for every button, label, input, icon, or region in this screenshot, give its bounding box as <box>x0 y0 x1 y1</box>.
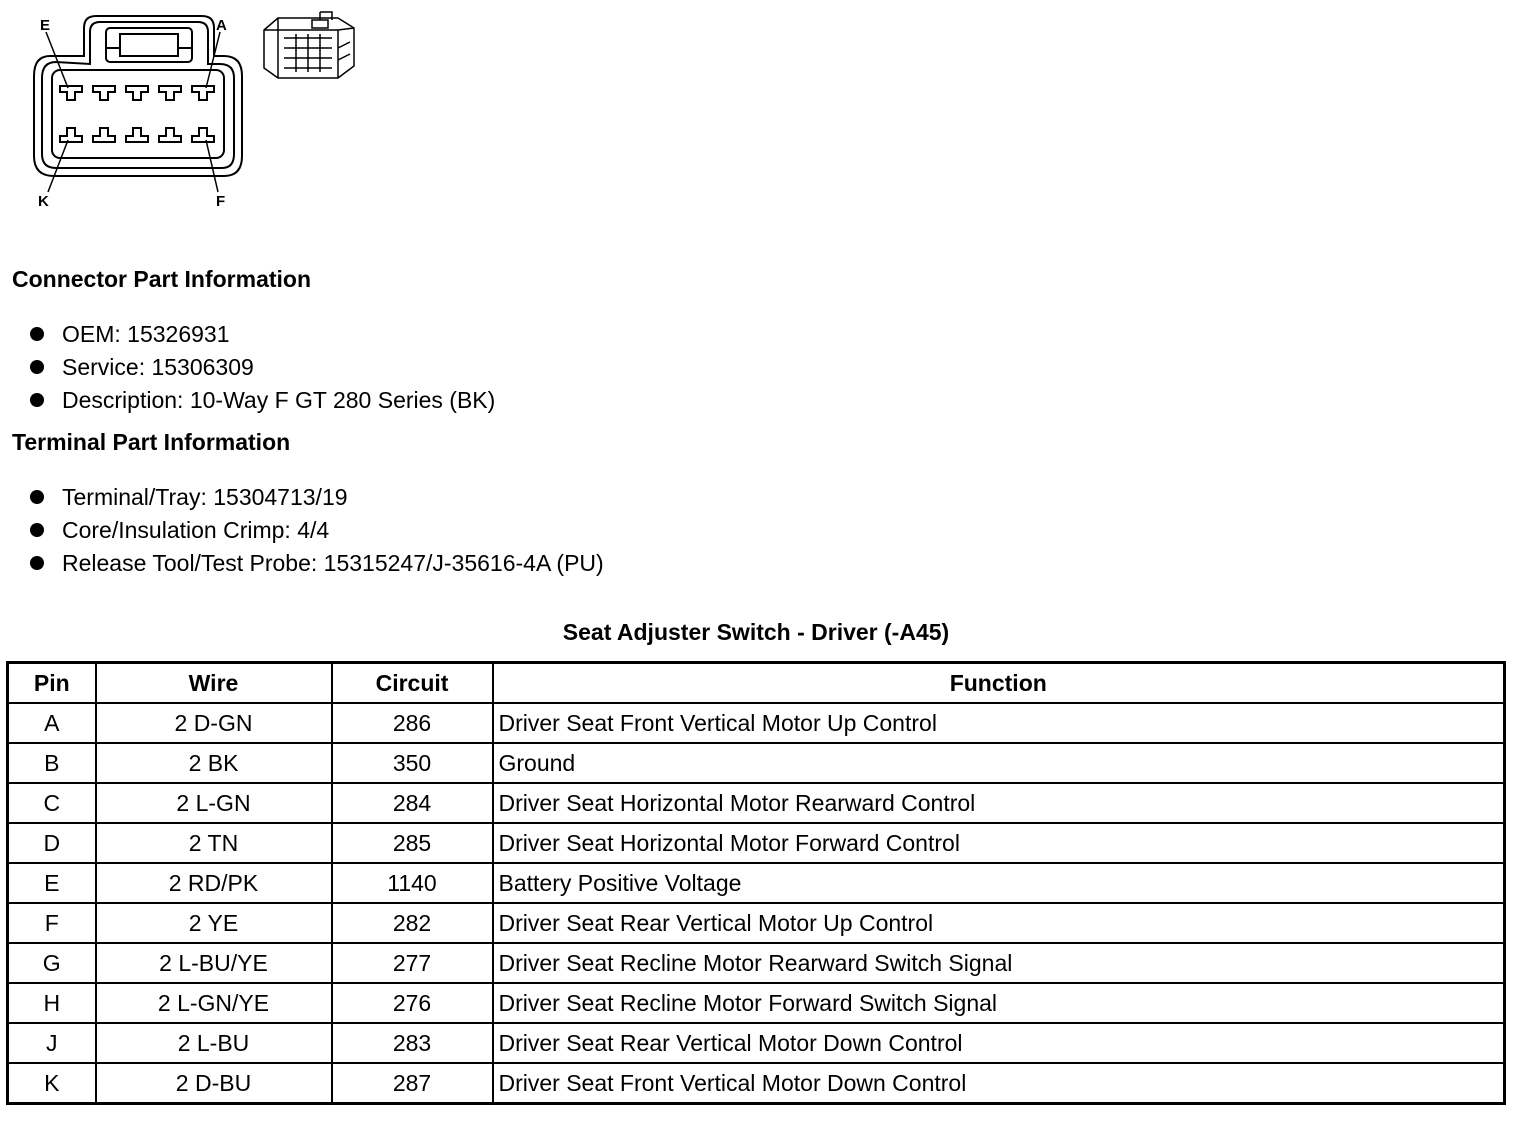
wire-column-header: Wire <box>96 663 332 704</box>
circuit-cell: 276 <box>332 983 493 1023</box>
table-title: Seat Adjuster Switch - Driver (-A45) <box>562 619 950 645</box>
pin-cell: F <box>8 903 96 943</box>
list-item <box>28 514 604 547</box>
circuit-cell: 1140 <box>332 863 493 903</box>
pin-cell: G <box>8 943 96 983</box>
list-item <box>28 481 604 514</box>
circuit-cell: 284 <box>332 783 493 823</box>
table-row <box>8 1023 1505 1063</box>
terminal-part-list <box>28 481 604 580</box>
bottom-terminal-row <box>60 128 214 142</box>
connector-diagram <box>20 8 370 218</box>
function-cell: Driver Seat Front Vertical Motor Up Control <box>493 703 1505 743</box>
wire-cell: 2 BK <box>96 743 332 783</box>
release-tool-test-probe: Release Tool/Test Probe: 15315247/J-35616-4A (PU) <box>62 550 604 576</box>
core-insulation-crimp: Core/Insulation Crimp: 4/4 <box>62 517 330 543</box>
bullet-icon <box>30 523 44 537</box>
top-terminal-row <box>60 86 214 100</box>
table-row <box>8 943 1505 983</box>
function-cell: Driver Seat Recline Motor Rearward Switch Signal <box>493 943 1505 983</box>
function-column-header: Function <box>493 663 1505 704</box>
circuit-cell: 283 <box>332 1023 493 1063</box>
circuit-column-header: Circuit <box>332 663 493 704</box>
terminal-part-information-heading: Terminal Part Information <box>12 429 291 455</box>
function-cell: Driver Seat Front Vertical Motor Down Control <box>493 1063 1505 1104</box>
circuit-cell: 285 <box>332 823 493 863</box>
pin-cell: H <box>8 983 96 1023</box>
table-row <box>8 823 1505 863</box>
wire-cell: 2 L-BU/YE <box>96 943 332 983</box>
bullet-icon <box>30 490 44 504</box>
list-item <box>28 547 604 580</box>
table-body <box>8 703 1505 1104</box>
function-cell: Driver Seat Horizontal Motor Forward Control <box>493 823 1505 863</box>
table-row <box>8 983 1505 1023</box>
pin-cell: B <box>8 743 96 783</box>
oem-part-number: OEM: 15326931 <box>62 321 230 347</box>
function-cell: Ground <box>493 743 1505 783</box>
list-item <box>28 318 495 351</box>
table-row <box>8 863 1505 903</box>
table-header-row <box>8 663 1505 704</box>
bullet-icon <box>30 556 44 570</box>
service-part-number: Service: 15306309 <box>62 354 254 380</box>
pin-cell: J <box>8 1023 96 1063</box>
pin-cell: K <box>8 1063 96 1104</box>
list-item <box>28 351 495 384</box>
bullet-icon <box>30 393 44 407</box>
wire-cell: 2 RD/PK <box>96 863 332 903</box>
bullet-icon <box>30 327 44 341</box>
function-cell: Driver Seat Rear Vertical Motor Down Control <box>493 1023 1505 1063</box>
table-row <box>8 1063 1505 1104</box>
wire-cell: 2 TN <box>96 823 332 863</box>
circuit-cell: 282 <box>332 903 493 943</box>
pinout-table <box>6 661 1506 1105</box>
table-row <box>8 703 1505 743</box>
connector-description: Description: 10-Way F GT 280 Series (BK) <box>62 387 496 413</box>
wire-cell: 2 D-GN <box>96 703 332 743</box>
table-row <box>8 783 1505 823</box>
wire-cell: 2 L-GN <box>96 783 332 823</box>
pin-column-header: Pin <box>8 663 96 704</box>
connector-3d-icon <box>264 12 354 78</box>
circuit-cell: 350 <box>332 743 493 783</box>
list-item <box>28 384 495 417</box>
pin-cell: A <box>8 703 96 743</box>
pin-label-bottom-right: F <box>216 193 226 210</box>
connector-face-icon <box>34 16 242 192</box>
pin-label-bottom-left: K <box>38 193 49 210</box>
pin-label-top-left: E <box>40 17 51 34</box>
bullet-icon <box>30 360 44 374</box>
pin-cell: D <box>8 823 96 863</box>
table-row <box>8 903 1505 943</box>
circuit-cell: 286 <box>332 703 493 743</box>
wire-cell: 2 L-GN/YE <box>96 983 332 1023</box>
wire-cell: 2 D-BU <box>96 1063 332 1104</box>
function-cell: Driver Seat Recline Motor Forward Switch Signal <box>493 983 1505 1023</box>
pin-label-top-right: A <box>216 17 227 34</box>
terminal-tray: Terminal/Tray: 15304713/19 <box>62 484 348 510</box>
pin-cell: E <box>8 863 96 903</box>
connector-part-information-heading: Connector Part Information <box>12 266 312 292</box>
wire-cell: 2 YE <box>96 903 332 943</box>
circuit-cell: 287 <box>332 1063 493 1104</box>
pin-cell: C <box>8 783 96 823</box>
function-cell: Driver Seat Rear Vertical Motor Up Control <box>493 903 1505 943</box>
connector-part-list <box>28 318 495 417</box>
function-cell: Driver Seat Horizontal Motor Rearward Control <box>493 783 1505 823</box>
function-cell: Battery Positive Voltage <box>493 863 1505 903</box>
table-row <box>8 743 1505 783</box>
wire-cell: 2 L-BU <box>96 1023 332 1063</box>
circuit-cell: 277 <box>332 943 493 983</box>
